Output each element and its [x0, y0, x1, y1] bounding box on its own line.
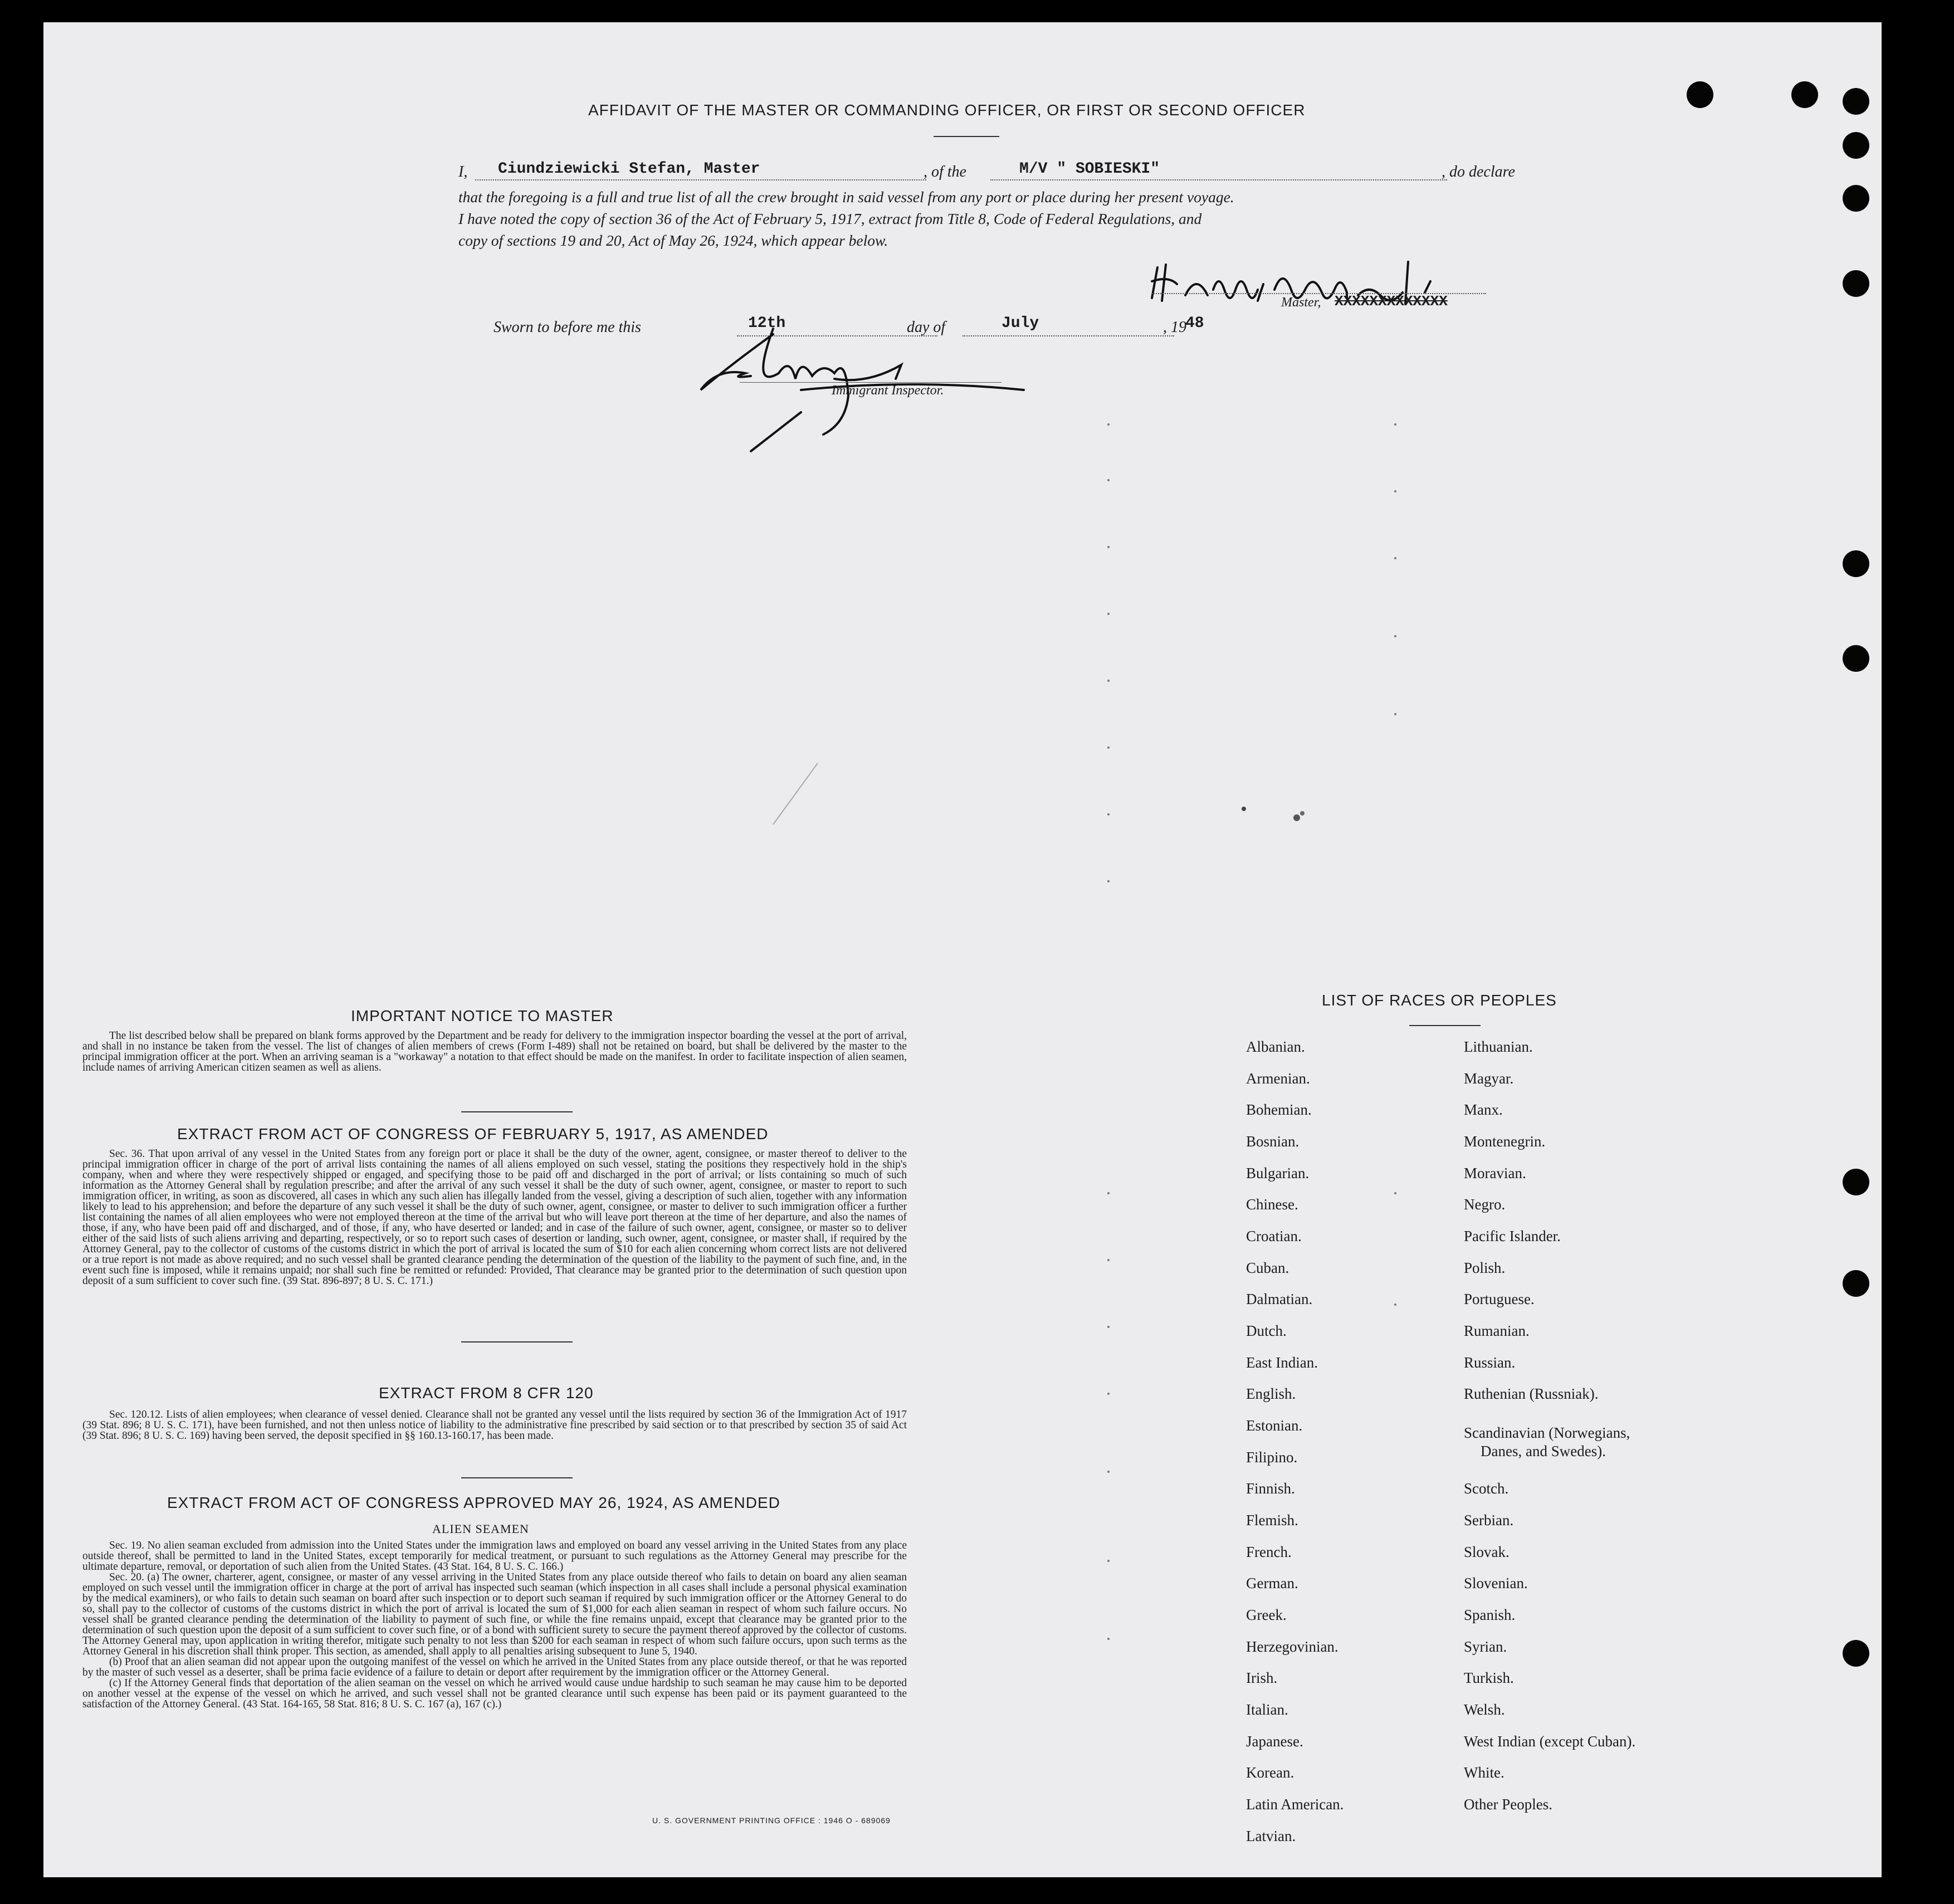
extract-8cfr-paragraph: Sec. 120.12. Lists of alien employees; when clearance of vessel denied. Clearance shall not be granted any vessel until the lists required by section 36 of the Immigration Act of 1917 (39 Stat. 896; 8 U. S. C. 171), have been furnished, and not then unless notice of liability to the administrative fine prescribed by said section or to that prescribed by section 35 of said Act (39 Stat. 896; 8 U. S. C. 169) having been served, the deposit specified in §§ 160.13-160.17, has been made. — [82, 1409, 907, 1442]
race-item: Greek. — [1246, 1607, 1287, 1623]
year-value: 48 — [1185, 315, 1204, 332]
punch-hole — [1843, 1169, 1869, 1195]
race-item: German. — [1246, 1575, 1298, 1591]
section-19-paragraph: Sec. 19. No alien seaman excluded from admission into the United States under the immigration laws and employed on board any vessel arriving in the United States from any place outside thereof, shall be permitted to land in the United States, except temporarily for medical treatment, or pursuant to such regulations as the Attorney General may prescribe for the ultimate departure, removal, or deportation of such alien from the United States. (43 Stat. 164, 8 U. S. C. 166.) — [82, 1540, 907, 1573]
race-item: French. — [1246, 1544, 1292, 1560]
race-item: Bosnian. — [1246, 1133, 1300, 1150]
vessel-name: M/V " SOBIESKI" — [1019, 160, 1160, 178]
race-item: Filipino. — [1246, 1449, 1298, 1466]
race-item: Albanian. — [1246, 1038, 1305, 1055]
race-item: Irish. — [1246, 1669, 1278, 1686]
race-item: Scotch. — [1464, 1480, 1509, 1497]
punch-hole — [1843, 645, 1869, 672]
year-prefix: , 19 — [1163, 319, 1186, 336]
punch-hole — [1843, 1640, 1869, 1667]
race-item: Bohemian. — [1246, 1101, 1312, 1118]
month-value: July — [1002, 315, 1039, 332]
struck-text: XXXXXXXXXXXXX — [1335, 293, 1448, 310]
punch-hole — [1843, 185, 1869, 212]
race-item: Turkish. — [1464, 1669, 1514, 1686]
race-item: Dutch. — [1246, 1322, 1287, 1339]
race-item: East Indian. — [1246, 1354, 1318, 1371]
race-item: English. — [1246, 1385, 1296, 1402]
section-20a-paragraph: Sec. 20. (a) The owner, charterer, agent, consignee, or master of any vessel arriving in the United States from any place outside thereof who fails to detain on board any alien seaman employed on such vessel until the immigration officer in charge at the port of arrival has inspected such seaman (which inspection in all cases shall include a personal physical examination by the medical examiners), or who fails to detain such seaman on board after such inspection or to deport such seaman if required by such immigration officer or the Attorney General to do so, shall pay to the collector of customs of the customs district in which the port of arrival is located the sum of $1,000 for each alien seaman in respect of whom such failure occurs. No vessel shall be granted clearance pending the determination of the liability to payment of such fine, or while the fine remains unpaid, except that clearance may be granted prior to the determination of such question upon the deposit of a sum sufficient to cover such fine, or of a bond with sufficient surety to secure the payment thereof approved by the collector of customs. The Attorney General may, upon application in writing therefor, mitigate such penalty to not less than $200 for each seaman in respect of whom such failure occurs, upon such terms as the Attorney General in his discretion shall think proper. This section, as amended, shall apply to all penalties arising subsequent to June 5, 1940. — [82, 1571, 907, 1657]
race-item: Negro. — [1464, 1196, 1506, 1213]
race-item: Pacific Islander. — [1464, 1228, 1561, 1244]
race-item: Manx. — [1464, 1101, 1503, 1118]
section-20b-paragraph: (b) Proof that an alien seaman did not appear upon the outgoing manifest of the vessel on which he arrived in the United States from any place outside thereof, or that he was reported by the master of such vessel as a deserter, shall be prima facie evidence of a failure to detain or deport after requirement by the immigration officer or the Attorney General. — [82, 1656, 907, 1678]
race-item: Portuguese. — [1464, 1291, 1535, 1307]
race-item: Other Peoples. — [1464, 1796, 1552, 1813]
affidavit-line-2: that the foregoing is a full and true list of all the crew brought in said vessel from any port or place during her present voyage. — [458, 188, 1234, 206]
race-item: Rumanian. — [1464, 1322, 1530, 1339]
printing-office-note: U. S. GOVERNMENT PRINTING OFFICE : 1946 O - 689069 — [652, 1816, 891, 1825]
race-item: Dalmatian. — [1246, 1291, 1313, 1307]
punch-hole — [1843, 88, 1869, 115]
name-fill-line — [475, 179, 926, 180]
affidavit-line-3: I have noted the copy of section 36 of the Act of February 5, 1917, extract from Title 8, Code of Federal Regulations, and — [458, 210, 1202, 227]
race-item: Serbian. — [1464, 1512, 1514, 1529]
title-rule — [934, 136, 999, 137]
race-item: Spanish. — [1464, 1607, 1516, 1623]
extract-1917-rule — [461, 1341, 573, 1342]
affidavit-line-4: copy of sections 19 and 20, Act of May 26, 1924, which appear below. — [458, 232, 888, 249]
extract-1917-title: EXTRACT FROM ACT OF CONGRESS OF FEBRUARY 5, 1917, AS AMENDED — [177, 1125, 769, 1143]
punch-hole — [1843, 550, 1869, 577]
race-item: Syrian. — [1464, 1638, 1507, 1655]
affidavit-of-the: , of the — [924, 163, 966, 180]
punch-hole — [1791, 81, 1818, 108]
sworn-label: Sworn to before me this — [494, 319, 641, 336]
extract-1924-title: EXTRACT FROM ACT OF CONGRESS APPROVED MAY 26, 1924, AS AMENDED — [167, 1494, 780, 1511]
notice-text — [82, 1031, 907, 1073]
race-item: Danes, and Swedes). — [1481, 1443, 1606, 1459]
day-of-label: day of — [907, 319, 946, 336]
day-value: 12th — [748, 315, 786, 332]
notice-rule — [461, 1111, 573, 1112]
extract-8cfr-title: EXTRACT FROM 8 CFR 120 — [379, 1384, 594, 1402]
inspector-signature-line — [740, 382, 1002, 383]
punch-hole — [1843, 270, 1869, 297]
race-item: Lithuanian. — [1464, 1038, 1533, 1055]
race-item: Montenegrin. — [1464, 1133, 1546, 1150]
master-name: Ciundziewicki Stefan, Master — [498, 160, 760, 178]
race-item: Herzegovinian. — [1246, 1638, 1339, 1655]
race-item: White. — [1464, 1764, 1504, 1781]
race-item: Slovenian. — [1464, 1575, 1528, 1591]
extract-1924-subtitle: ALIEN SEAMEN — [432, 1522, 529, 1536]
race-item: Cuban. — [1246, 1259, 1289, 1276]
affidavit-do-declare: , do declare — [1442, 163, 1515, 180]
race-item: Bulgarian. — [1246, 1165, 1310, 1182]
race-item: Welsh. — [1464, 1701, 1505, 1718]
extract-8cfr-rule — [461, 1477, 573, 1478]
race-item: Latin American. — [1246, 1796, 1344, 1813]
extract-8cfr-text — [82, 1409, 907, 1441]
race-item: Moravian. — [1464, 1165, 1526, 1182]
affidavit-title: AFFIDAVIT OF THE MASTER OR COMMANDING OFFICER, OR FIRST OR SECOND OFFICER — [588, 101, 1306, 119]
race-item: Korean. — [1246, 1764, 1294, 1781]
race-item: Armenian. — [1246, 1070, 1310, 1087]
race-item: Croatian. — [1246, 1228, 1302, 1244]
race-item: Japanese. — [1246, 1733, 1303, 1750]
punch-hole — [1843, 132, 1869, 159]
race-item: Slovak. — [1464, 1544, 1510, 1560]
document-page — [43, 22, 1882, 1877]
punch-hole — [1687, 81, 1713, 108]
race-item: Latvian. — [1246, 1828, 1296, 1844]
race-item: Ruthenian (Russniak). — [1464, 1385, 1599, 1402]
affidavit-i: I, — [458, 163, 468, 180]
race-item: Italian. — [1246, 1701, 1288, 1718]
notice-paragraph: The list described below shall be prepared on blank forms approved by the Department and be ready for delivery to the immigration inspector boarding the vessel at the port of arrival, and shall in no instance be taken from the vessel. The list of changes of alien members of crews (Form I-489) shall not be retained on board, but shall be delivered by the master to the principal immigration officer at the port. When an arriving seaman is a "workaway" a notation to that effect should be made on the manifest. In order to facilitate inspection of alien seamen, include names of arriving American citizen seamen as well as aliens. — [82, 1030, 907, 1073]
notice-title: IMPORTANT NOTICE TO MASTER — [351, 1007, 614, 1024]
vessel-fill-line — [990, 179, 1447, 180]
race-item: Polish. — [1464, 1259, 1506, 1276]
race-item: Russian. — [1464, 1354, 1516, 1371]
race-item: Estonian. — [1246, 1417, 1303, 1434]
stray-marks — [740, 730, 1352, 841]
extract-1917-text — [82, 1149, 907, 1286]
section-20c-paragraph: (c) If the Attorney General finds that deportation of the alien seaman on the vessel on which he arrived would cause undue hardship to such seaman he may cause him to be deported on another vessel at the expense of the vessel on which he arrived, and such vessel shall not be granted clearance until such expense has been paid or its payment guaranteed to the satisfaction of the Attorney General. (43 Stat. 164-165, 58 Stat. 816; 8 U. S. C. 167 (a), 167 (c).) — [82, 1677, 907, 1710]
race-item: Flemish. — [1246, 1512, 1298, 1529]
inspector-label: Immigrant Inspector. — [832, 383, 944, 398]
race-item: Finnish. — [1246, 1480, 1295, 1497]
punch-hole — [1843, 1270, 1869, 1297]
master-label: Master, — [1281, 295, 1321, 310]
race-item: Magyar. — [1464, 1070, 1514, 1087]
race-item: Chinese. — [1246, 1196, 1298, 1213]
races-title: LIST OF RACES OR PEOPLES — [1322, 992, 1557, 1009]
extract-1924-text — [82, 1540, 907, 1710]
race-item: West Indian (except Cuban). — [1464, 1733, 1636, 1750]
extract-1917-paragraph: Sec. 36. That upon arrival of any vessel in the United States from any foreign port or place it shall be the duty of the owner, agent, consignee, or master thereof to deliver to the principal immigration officer in charge of the port of arrival lists containing the names of all aliens employed on such vessel, stating the positions they respectively hold in the ship's company, when and where they were respectively shipped or engaged, and specifying those to be paid off and discharged in the port of arrival; or lists containing so much of such information as the Attorney General shall by regulation prescribe; and after the arrival of any such vessel it shall be the duty of such owner, agent, consignee, or master to report to such immigration officer, in writing, as soon as discovered, all cases in which any such alien has illegally landed from the vessel, giving a description of such alien, together with any information likely to lead to his apprehension; and before the departure of any such vessel it shall be the duty of such owner, agent, consignee, or master to deliver to such immigration officer a further list containing the names of all alien employees who were not employed thereon at the time of the arrival but who will leave port thereon at the time of her departure, and also the names of those, if any, who have been paid off and discharged, and of those, if any, who have deserted or landed; and in case of the failure of such owner, agent, consignee, or master so to deliver either of the said lists of such aliens arriving and departing, respectively, or so to report such cases of desertion or landing, such owner, agent, consignee, or master shall, if required by the Attorney General, pay to the collector of customs of the customs district in which the port of arrival is located the sum of $10 for each alien concerning whom correct lists are not delivered or a true report is not made as above required; and no such vessel shall be granted clearance pending the determination of the question of the liability to the payment of such fine, and, in the event such fine is imposed, while it remains unpaid; nor shall such fine be remitted or refunded: Provided, That clearance may be granted prior to the determination of such question upon deposit of a sum sufficient to cover such fine. (39 Stat. 896-897; 8 U. S. C. 171.) — [82, 1148, 907, 1287]
race-item: Scandinavian (Norwegians, — [1464, 1424, 1630, 1441]
races-rule — [1409, 1025, 1481, 1026]
